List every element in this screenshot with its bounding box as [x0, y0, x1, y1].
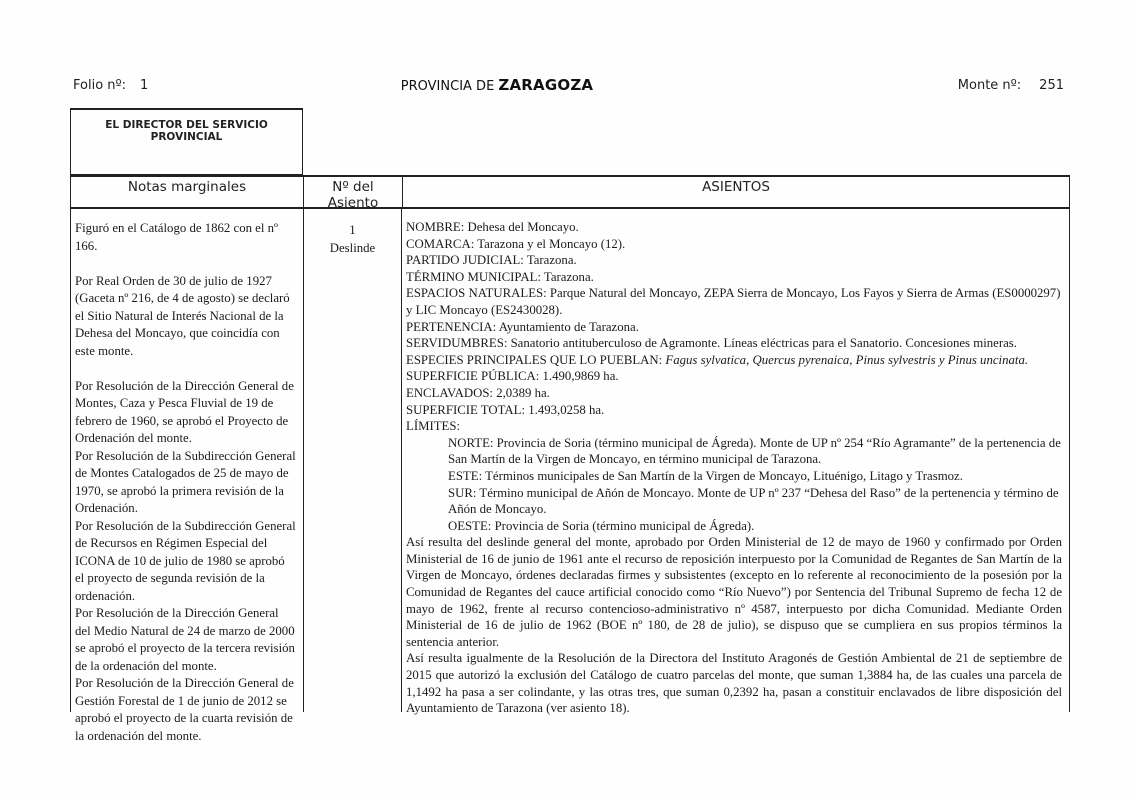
folio-value: 1: [140, 78, 149, 93]
monte-value: 251: [1039, 78, 1064, 93]
nota-paragraph: Por Real Orden de 30 de julio de 1927 (Gaceta nº 216, de 4 de agosto) se declaró el Sitio Natural de Interés Nacional de la Dehesa del Moncayo, que coincidía con este monte.: [75, 273, 290, 358]
asiento-number: 1: [349, 223, 356, 237]
field-partido-judicial: PARTIDO JUDICIAL: Tarazona.: [406, 253, 577, 268]
table-header-row: [70, 175, 1070, 209]
header-numero-asiento-line2: Asiento: [327, 194, 379, 211]
nota-paragraph: Figuró en el Catálogo de 1862 con el nº 166.: [75, 221, 278, 253]
header-notas-marginales: Notas marginales: [71, 177, 304, 207]
header-numero-asiento-line1: Nº del: [332, 179, 374, 195]
field-limites-label: LÍMITES:: [406, 419, 461, 434]
asiento-paragraph-exclusion: Así resulta igualmente de la Resolución de la Directora del Instituto Aragonés de Gestión Ambiental de 21 de septiembre de 2015 que autorizó la exclusión del Catálogo de cuatro parcelas del monte, que suman 1,3884 ha, de las cuales una parcela de 1,1492 ha pasa a ser colindante, y las otras tres, que suman 0,2392 ha, pasan a constituir enclavados de libre disposición del Ayuntamiento de Tarazona (ver asiento 18).: [406, 651, 1062, 716]
nota-paragraph: Por Resolución de la Dirección General de Montes, Caza y Pesca Fluvial de 19 de febrero de 1960, se aprobó el Proyecto de Ordenación del monte.: [75, 378, 294, 445]
nota-paragraph: Por Resolución de la Subdirección General de Montes Catalogados de 25 de mayo de 1970, se aprobó la primera revisión de la Ordenación.: [75, 448, 296, 515]
limite-sur: SUR: Término municipal de Añón de Moncayo. Monte de UP nº 237 “Dehesa del Raso” de la pertenencia y término de Añón de Moncayo.: [448, 485, 1059, 517]
folio-number: [73, 78, 148, 93]
field-termino-municipal: TÉRMINO MUNICIPAL: Tarazona.: [406, 269, 594, 284]
nota-paragraph: Por Resolución de la Dirección General del Medio Natural de 24 de marzo de 2000 se aprobó el proyecto de la tercera revisión de la ordenación del monte.: [75, 606, 295, 673]
nota-paragraph: Por Resolución de la Dirección General de Gestión Forestal de 1 de junio de 2012 se aprobó el proyecto de la cuarta revisión de la ordenación del monte.: [75, 676, 294, 743]
field-superficie-total: SUPERFICIE TOTAL: 1.493,0258 ha.: [406, 402, 605, 417]
field-nombre: NOMBRE: Dehesa del Moncayo.: [406, 220, 579, 234]
notas-marginales-cell: [70, 209, 304, 743]
monte-number: [958, 78, 1064, 93]
especies-species-list: Fagus sylvatica, Quercus pyrenaica, Pinus sylvestris y Pinus uncinata.: [665, 352, 1029, 367]
asiento-paragraph-deslinde: Así resulta del deslinde general del monte, aprobado por Orden Ministerial de 12 de mayo de 1960 y confirmado por Orden Ministerial de 16 de junio de 1961 ante el recurso de reposición interpuesto por la Comunidad de Regantes de San Martín de la Virgen de Moncayo, órdenes declaradas firmes y subsistentes (excepto en lo referente al reconocimiento de la posesión por la Comunidad de Regantes del cauce artificial conocido como “Río Nuevo”) por Sentencia del Tribunal Supremo de fecha 12 de mayo de 1962, frente al recurso contencioso-administrativo nº 4587, interpuesto por dicha Comunidad. Mediante Orden Ministerial de 16 de julio de 1962 (BOE nº 180, de 28 de julio), se dispuso que se cumpliera en sus propios términos la sentencia anterior.: [406, 535, 1062, 649]
limite-norte: NORTE: Provincia de Soria (término municipal de Ágreda). Monte de UP nº 254 “Río Agramante” de la pertenencia de San Martín de la Virgen de Moncayo, en término municipal de Tarazona.: [448, 435, 1061, 467]
field-enclavados: ENCLAVADOS: 2,0389 ha.: [406, 385, 550, 400]
province-name: ZARAGOZA: [498, 76, 594, 94]
director-box-title: EL DIRECTOR DEL SERVICIO PROVINCIAL: [105, 119, 268, 143]
especies-label: ESPECIES PRINCIPALES QUE LO PUEBLAN:: [406, 352, 666, 367]
asiento-number-cell: [304, 209, 402, 712]
field-superficie-publica: SUPERFICIE PÚBLICA: 1.490,9869 ha.: [406, 369, 619, 384]
field-servidumbres: SERVIDUMBRES: Sanatorio antituberculoso de Agramonte. Líneas eléctricas para el Sanatorio. Concesiones mineras.: [406, 336, 1017, 351]
limite-oeste: OESTE: Provincia de Soria (término municipal de Ágreda).: [448, 518, 755, 533]
folio-label: Folio nº:: [73, 78, 127, 93]
province-prefix: PROVINCIA DE: [400, 79, 499, 94]
field-espacios-naturales: ESPACIOS NATURALES: Parque Natural del Moncayo, ZEPA Sierra de Moncayo, Los Fayos y Sierra de Armas (ES0000297) y LIC Moncayo (ES2430028).: [406, 286, 1061, 317]
header-numero-asiento: [304, 177, 403, 211]
nota-paragraph: Por Resolución de la Subdirección General de Recursos en Régimen Especial del ICONA de 10 de julio de 1980 se aprobó el proyecto de segunda revisión de la ordenación.: [75, 518, 296, 603]
province-title: [401, 76, 593, 94]
header-asientos: ASIENTOS: [702, 179, 770, 195]
asientos-cell: [402, 209, 1070, 716]
director-signature-box: [70, 108, 303, 175]
field-pertenencia: PERTENENCIA: Ayuntamiento de Tarazona.: [406, 319, 639, 334]
field-comarca: COMARCA: Tarazona y el Moncayo (12).: [406, 236, 626, 251]
asiento-type: Deslinde: [329, 240, 376, 255]
monte-label: Monte nº:: [957, 78, 1022, 93]
limite-este: ESTE: Términos municipales de San Martín de la Virgen de Moncayo, Lituénigo, Litago y Trasmoz.: [448, 468, 963, 483]
field-especies: [406, 352, 1062, 369]
